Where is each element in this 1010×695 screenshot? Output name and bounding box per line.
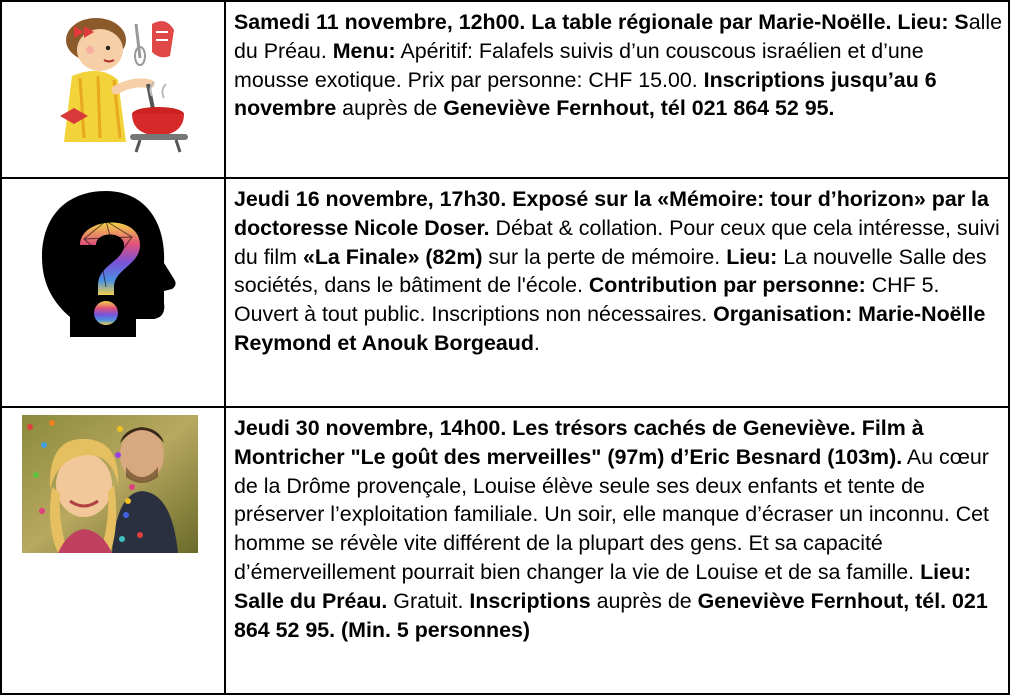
- bold-text: Lieu:: [726, 244, 778, 269]
- body-text: Apéritif: Falafels suivis d’un couscous israélien et d’une mousse exotique. Prix par personne: CHF 15.00.: [234, 38, 924, 92]
- bold-text: Geneviève Fernhout, tél 021 864 52 95.: [443, 96, 835, 121]
- cooking-girl-icon: [52, 16, 197, 156]
- event-image-cell: [1, 407, 225, 694]
- body-text: auprès de: [336, 96, 444, 121]
- body-text: Gratuit.: [387, 588, 470, 613]
- bold-text: Geneviève Fernhout, tél. 021 864 52 95. (Min. 5 personnes): [234, 588, 988, 642]
- head-question-mark-icon: [36, 187, 186, 339]
- event-description: [225, 1, 1009, 178]
- bold-text: Inscriptions: [469, 588, 591, 613]
- body-text: Au cœur de la Drôme provençale, Louise élève seule ses deux enfants et tente de préserver l’exploitation familiale. Un soir, elle manque d’écraser un inconnu. Cet homme se révèle vite différent de la plupart des gens. Et sa capacité d’émerveillement pourrait bien changer la vie de Louise et de sa famille.: [234, 444, 990, 584]
- event-row: [1, 178, 1009, 407]
- body-text: CHF 5. Ouvert à tout public. Inscriptions non nécessaires.: [234, 273, 940, 327]
- bold-text: Lieu: Salle du Préau.: [234, 559, 972, 613]
- bold-text: Samedi 11 novembre, 12h00. La table régionale par Marie-Noëlle.: [234, 10, 892, 34]
- body-text: sur la perte de mémoire.: [482, 244, 727, 269]
- body-text: La nouvelle Salle des sociétés, dans le bâtiment de l'école.: [234, 244, 987, 298]
- body-text: Débat & collation. Pour ceux que cela intéresse, suivi du film: [234, 215, 1000, 269]
- movie-poster-couple-icon: [22, 415, 198, 553]
- bold-text: Jeudi 16 novembre, 17h30. Exposé sur la «Mémoire: tour d’horizon» par la doctoresse Nicole Doser.: [234, 187, 989, 240]
- bold-text: Lieu: S: [897, 10, 969, 34]
- body-text: .: [533, 330, 540, 355]
- event-image-cell: [1, 1, 225, 178]
- bold-text: Inscriptions jusqu’au 6 novembre: [234, 67, 937, 121]
- event-image-cell: [1, 178, 225, 407]
- event-row: [1, 407, 1009, 694]
- bold-text: Menu:: [332, 38, 396, 63]
- event-row: [1, 1, 1009, 178]
- event-description: [225, 178, 1009, 407]
- body-text: auprès de: [590, 588, 698, 613]
- bold-text: Jeudi 30 novembre, 14h00. Les trésors cachés de Geneviève. Film à Montricher "Le goût des merveilles" (97m) d’Eric Besnard (103m).: [234, 416, 924, 469]
- bold-text: Contribution par personne:: [588, 273, 866, 298]
- event-description: [225, 407, 1009, 694]
- body-text: alle du Préau.: [234, 10, 1003, 63]
- bold-text: «La Finale» (82m): [302, 244, 483, 269]
- bold-text: Organisation: Marie-Noëlle Reymond et Anouk Borgeaud: [234, 302, 986, 355]
